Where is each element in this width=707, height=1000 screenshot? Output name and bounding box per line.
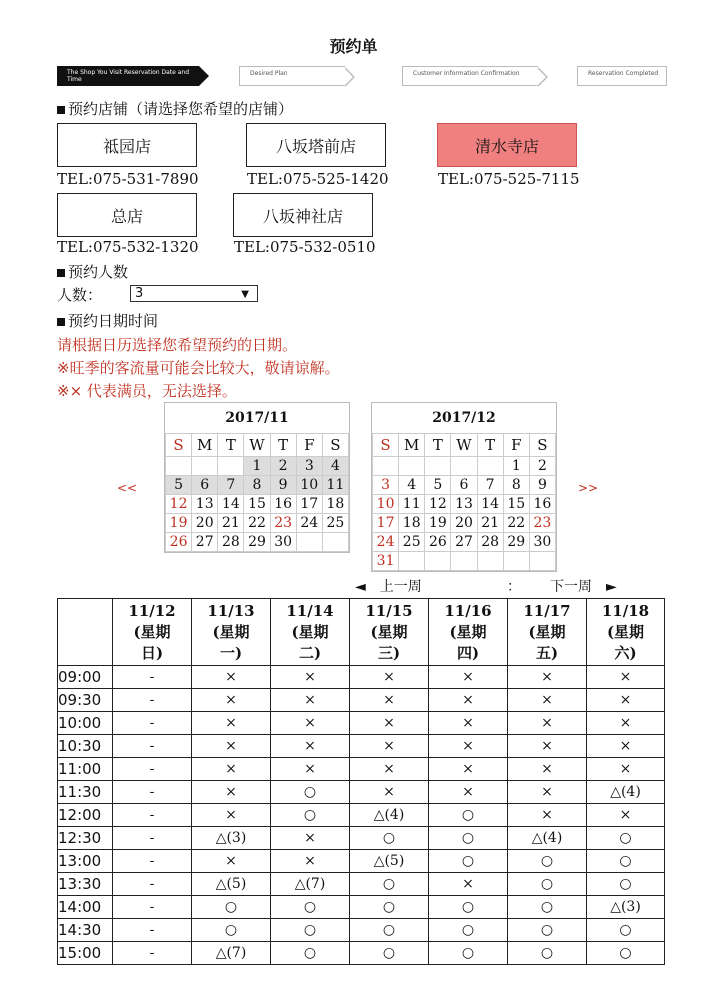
time-slot-label: 09:00: [58, 666, 113, 689]
day-week-name: 日): [140, 643, 164, 662]
slot-full: ×: [429, 781, 508, 804]
calendar-day[interactable]: 31: [373, 552, 399, 571]
slot-unavailable: -: [113, 873, 192, 896]
day-header: [587, 599, 665, 666]
notice-line: ※× 代表满员，无法选择。: [57, 382, 237, 400]
calendar-day[interactable]: 13: [451, 495, 477, 514]
step-visit-date: [57, 66, 199, 86]
slot-available[interactable]: ○: [587, 827, 665, 850]
schedule-row: [58, 758, 665, 781]
slot-full: ×: [192, 781, 271, 804]
calendar-day-empty: [322, 533, 348, 552]
shop-button-yasaka-tower[interactable]: 八坂塔前店: [246, 123, 386, 167]
calendar-day[interactable]: 5: [425, 476, 451, 495]
day-week-name: 一): [219, 643, 243, 662]
shop-tel-yasaka-tower: TEL:075-525-1420: [247, 170, 389, 188]
slot-full: ×: [508, 666, 587, 689]
calendar-day[interactable]: 15: [244, 495, 270, 514]
calendar-day[interactable]: 12: [166, 495, 192, 514]
slot-full: ×: [350, 712, 429, 735]
calendar-day-empty: [218, 457, 244, 476]
calendar-day[interactable]: 28: [218, 533, 244, 552]
calendar-day-empty: [451, 457, 477, 476]
day-week-prefix: (星期: [528, 622, 566, 641]
step-customer-info: [402, 66, 538, 86]
slot-available[interactable]: ○: [192, 896, 271, 919]
calendar-next-button[interactable]: >>: [578, 481, 599, 495]
slot-full: ×: [587, 666, 665, 689]
step-label: Desired Plan: [250, 70, 288, 77]
day-week-name: 四): [456, 643, 480, 662]
slot-limited[interactable]: △(5): [192, 873, 271, 896]
schedule-row: [58, 712, 665, 735]
day-header: [113, 599, 192, 666]
calendar-prev-button[interactable]: <<: [117, 481, 138, 495]
shop-tel-main: TEL:075-532-1320: [57, 238, 199, 256]
slot-limited[interactable]: △(3): [587, 896, 665, 919]
step-arrow-icon: [538, 67, 548, 87]
schedule-row: [58, 804, 665, 827]
weekday-header: T: [218, 434, 244, 457]
calendar-day-empty: [296, 533, 322, 552]
slot-unavailable: -: [113, 919, 192, 942]
calendar-day-past: 5: [166, 476, 192, 495]
slot-available[interactable]: ○: [429, 827, 508, 850]
slot-limited[interactable]: △(3): [192, 827, 271, 850]
people-heading: 预约人数: [57, 261, 128, 282]
weekday-header: F: [503, 434, 529, 457]
time-slot-label: 09:30: [58, 689, 113, 712]
slot-full: ×: [350, 758, 429, 781]
slot-full: ×: [192, 758, 271, 781]
day-week-prefix: (星期: [133, 622, 171, 641]
progress-steps: [57, 66, 667, 86]
slot-full: ×: [587, 712, 665, 735]
day-date: 11/12: [128, 601, 176, 620]
calendar-day-past: 11: [322, 476, 348, 495]
slot-full: ×: [587, 735, 665, 758]
calendar-day[interactable]: 18: [322, 495, 348, 514]
day-date: 11/13: [207, 601, 255, 620]
slot-full: ×: [271, 666, 350, 689]
calendar-day-empty: [425, 552, 451, 571]
time-slot-label: 10:30: [58, 735, 113, 758]
slot-full: ×: [429, 666, 508, 689]
calendar-day[interactable]: 12: [425, 495, 451, 514]
slot-available[interactable]: ○: [350, 827, 429, 850]
weekday-header: S: [529, 434, 555, 457]
people-label: 人数：: [57, 286, 103, 304]
calendar-day-past: 8: [244, 476, 270, 495]
slot-limited[interactable]: △(4): [350, 804, 429, 827]
calendar-day[interactable]: 9: [529, 476, 555, 495]
calendar-day-past: 9: [270, 476, 296, 495]
slot-limited[interactable]: △(5): [350, 850, 429, 873]
day-week-name: 六): [614, 643, 637, 662]
shop-tel-gion: TEL:075-531-7890: [57, 170, 199, 188]
weekday-header: F: [296, 434, 322, 457]
weekday-header: M: [192, 434, 218, 457]
slot-available[interactable]: ○: [350, 942, 429, 965]
day-header: [508, 599, 587, 666]
calendar-month-dec: [371, 402, 557, 572]
slot-unavailable: -: [113, 942, 192, 965]
slot-unavailable: -: [113, 689, 192, 712]
weekday-header: M: [399, 434, 425, 457]
schedule-row: [58, 827, 665, 850]
step-label: Customer Information Confirmation: [413, 70, 520, 77]
step-label: The Shop You Visit Reservation Date and Time: [67, 69, 190, 83]
calendar-day[interactable]: 14: [477, 495, 503, 514]
calendar-day[interactable]: 22: [244, 514, 270, 533]
calendar-caption: 2017/11: [225, 410, 289, 426]
schedule-row: [58, 666, 665, 689]
time-slot-label: 15:00: [58, 942, 113, 965]
slot-available[interactable]: ○: [350, 896, 429, 919]
notice-line: ※旺季的客流量可能会比较大，敬请谅解。: [57, 359, 340, 377]
slot-available[interactable]: ○: [429, 850, 508, 873]
slot-limited[interactable]: △(7): [271, 873, 350, 896]
calendar-caption: 2017/12: [432, 410, 496, 426]
slot-full: ×: [271, 712, 350, 735]
slot-available[interactable]: ○: [271, 942, 350, 965]
slot-full: ×: [271, 850, 350, 873]
slot-full: ×: [429, 873, 508, 896]
slot-full: ×: [587, 758, 665, 781]
calendar-day[interactable]: 28: [477, 533, 503, 552]
slot-available[interactable]: ○: [429, 919, 508, 942]
slot-full: ×: [192, 735, 271, 758]
calendar-day[interactable]: 2: [529, 457, 555, 476]
slot-available[interactable]: ○: [508, 919, 587, 942]
day-week-prefix: (星期: [212, 622, 250, 641]
slot-available[interactable]: ○: [508, 942, 587, 965]
calendar-day[interactable]: 22: [503, 514, 529, 533]
calendar-day[interactable]: 19: [425, 514, 451, 533]
slot-full: ×: [271, 758, 350, 781]
day-week-prefix: (星期: [370, 622, 408, 641]
calendar-day[interactable]: 23: [270, 514, 296, 533]
schedule-row: [58, 896, 665, 919]
slot-available[interactable]: ○: [587, 850, 665, 873]
day-date: 11/16: [444, 601, 492, 620]
step-arrow-icon: [199, 66, 209, 86]
schedule-row: [58, 735, 665, 758]
time-slot-label: 13:00: [58, 850, 113, 873]
time-slot-label: 13:30: [58, 873, 113, 896]
slot-available[interactable]: ○: [271, 919, 350, 942]
calendar-day-empty: [503, 552, 529, 571]
weekday-header: S: [166, 434, 192, 457]
time-slot-label: 12:00: [58, 804, 113, 827]
day-date: 11/18: [601, 601, 650, 620]
weekday-header: W: [244, 434, 270, 457]
day-week-prefix: (星期: [606, 622, 645, 641]
calendar-day-empty: [192, 457, 218, 476]
calendar-day-empty: [451, 552, 477, 571]
step-arrow-icon: [345, 67, 355, 87]
slot-unavailable: -: [113, 804, 192, 827]
slot-limited[interactable]: △(4): [587, 781, 665, 804]
slot-unavailable: -: [113, 735, 192, 758]
time-slot-label: 14:00: [58, 896, 113, 919]
slot-available[interactable]: ○: [508, 873, 587, 896]
schedule-row: [58, 919, 665, 942]
calendar-grid: [372, 433, 556, 571]
calendar-day[interactable]: 27: [192, 533, 218, 552]
calendar-day-empty: [399, 457, 425, 476]
time-slot-label: 11:30: [58, 781, 113, 804]
calendar-day-empty: [477, 457, 503, 476]
week-nav-separator: ：: [507, 579, 521, 595]
slot-full: ×: [508, 689, 587, 712]
weekday-header: W: [451, 434, 477, 457]
slot-unavailable: -: [113, 781, 192, 804]
day-week-name: 五): [535, 643, 559, 662]
calendar-day[interactable]: 20: [451, 514, 477, 533]
calendar-day[interactable]: 17: [373, 514, 399, 533]
calendar-day-empty: [166, 457, 192, 476]
slot-available[interactable]: ○: [587, 919, 665, 942]
notice-line: 请根据日历选择您希望预约的日期。: [57, 336, 298, 354]
dropdown-caret-icon: ▼: [241, 289, 249, 300]
shop-button-main[interactable]: 总店: [57, 193, 197, 237]
day-header: [271, 599, 350, 666]
calendar-day[interactable]: 3: [373, 476, 399, 495]
time-slot-label: 10:00: [58, 712, 113, 735]
slot-full: ×: [192, 712, 271, 735]
day-date: 11/14: [286, 601, 334, 620]
slot-unavailable: -: [113, 758, 192, 781]
slot-full: ×: [587, 689, 665, 712]
page-title: 预约单: [329, 37, 378, 56]
calendar-day[interactable]: 26: [166, 533, 192, 552]
day-week-name: 二): [298, 643, 322, 662]
schedule-corner: [58, 599, 113, 666]
calendar-grid: [165, 433, 349, 552]
time-slot-label: 12:30: [58, 827, 113, 850]
slot-unavailable: -: [113, 666, 192, 689]
slot-unavailable: -: [113, 850, 192, 873]
calendar-day[interactable]: 24: [373, 533, 399, 552]
slot-full: ×: [192, 689, 271, 712]
slot-available[interactable]: ○: [271, 781, 350, 804]
slot-available[interactable]: ○: [350, 919, 429, 942]
slot-full: ×: [192, 804, 271, 827]
calendar-day[interactable]: 21: [477, 514, 503, 533]
slot-full: ×: [271, 827, 350, 850]
weekday-header: S: [322, 434, 348, 457]
shop-heading: 预约店铺（请选择您希望的店铺）: [57, 98, 293, 119]
calendar-day[interactable]: 29: [503, 533, 529, 552]
calendar-day[interactable]: 14: [218, 495, 244, 514]
calendar-day[interactable]: 25: [399, 533, 425, 552]
shop-button-kiyomizu[interactable]: 清水寺店: [437, 123, 577, 167]
schedule-table: [57, 598, 665, 965]
slot-full: ×: [429, 758, 508, 781]
calendar-day[interactable]: 6: [451, 476, 477, 495]
calendar-day[interactable]: 10: [373, 495, 399, 514]
schedule-row: [58, 781, 665, 804]
step-label: Reservation Completed: [588, 70, 659, 77]
calendar-day-past: 3: [296, 457, 322, 476]
slot-unavailable: -: [113, 827, 192, 850]
slot-full: ×: [192, 850, 271, 873]
slot-available[interactable]: ○: [587, 942, 665, 965]
calendar-day-empty: [373, 457, 399, 476]
weekday-header: S: [373, 434, 399, 457]
calendar-day[interactable]: 30: [529, 533, 555, 552]
slot-available[interactable]: ○: [429, 896, 508, 919]
weekday-header: T: [425, 434, 451, 457]
calendar-day[interactable]: 18: [399, 514, 425, 533]
slot-full: ×: [508, 781, 587, 804]
calendar-day[interactable]: 4: [399, 476, 425, 495]
calendar-day[interactable]: 16: [270, 495, 296, 514]
slot-full: ×: [429, 689, 508, 712]
calendar-day[interactable]: 16: [529, 495, 555, 514]
slot-full: ×: [508, 758, 587, 781]
calendar-day-past: 7: [218, 476, 244, 495]
day-header: [192, 599, 271, 666]
calendar-day[interactable]: 15: [503, 495, 529, 514]
day-week-name: 三): [377, 643, 401, 662]
calendar-day[interactable]: 13: [192, 495, 218, 514]
day-week-prefix: (星期: [291, 622, 329, 641]
calendar-day-empty: [529, 552, 555, 571]
slot-full: ×: [429, 735, 508, 758]
shop-button-gion[interactable]: 祗园店: [57, 123, 197, 167]
calendar-day[interactable]: 25: [322, 514, 348, 533]
datetime-heading: 预约日期时间: [57, 310, 158, 331]
calendar-day[interactable]: 7: [477, 476, 503, 495]
slot-full: ×: [192, 666, 271, 689]
calendar-day-past: 1: [244, 457, 270, 476]
shop-tel-kiyomizu: TEL:075-525-7115: [438, 170, 580, 188]
calendar-day[interactable]: 24: [296, 514, 322, 533]
shop-button-yasaka-shrine[interactable]: 八坂神社店: [233, 193, 373, 237]
calendar-day[interactable]: 11: [399, 495, 425, 514]
time-slot-label: 11:00: [58, 758, 113, 781]
schedule-row: [58, 873, 665, 896]
calendar-day[interactable]: 29: [244, 533, 270, 552]
calendar-day-past: 4: [322, 457, 348, 476]
schedule-row: [58, 689, 665, 712]
weekday-header: T: [477, 434, 503, 457]
calendar-day-past: 10: [296, 476, 322, 495]
people-select[interactable]: [130, 285, 258, 302]
slot-available[interactable]: ○: [192, 919, 271, 942]
people-select-value: 3: [135, 286, 144, 301]
calendar-day-past: 2: [270, 457, 296, 476]
slot-full: ×: [508, 804, 587, 827]
slot-full: ×: [508, 735, 587, 758]
slot-available[interactable]: ○: [429, 942, 508, 965]
calendar-day-empty: [425, 457, 451, 476]
slot-full: ×: [587, 804, 665, 827]
slot-full: ×: [508, 712, 587, 735]
step-completed: [577, 66, 667, 86]
slot-available[interactable]: ○: [271, 896, 350, 919]
slot-full: ×: [350, 689, 429, 712]
slot-limited[interactable]: △(4): [508, 827, 587, 850]
day-header: [350, 599, 429, 666]
slot-unavailable: -: [113, 896, 192, 919]
slot-available[interactable]: ○: [508, 896, 587, 919]
slot-available[interactable]: ○: [271, 804, 350, 827]
calendar-day[interactable]: 20: [192, 514, 218, 533]
slot-unavailable: -: [113, 712, 192, 735]
calendar-month-nov: [164, 402, 350, 553]
slot-full: ×: [271, 689, 350, 712]
calendar-day-past: 6: [192, 476, 218, 495]
next-week-link[interactable]: 下一周 ►: [550, 579, 617, 595]
slot-available[interactable]: ○: [350, 873, 429, 896]
calendar-day[interactable]: 1: [503, 457, 529, 476]
calendar-day[interactable]: 21: [218, 514, 244, 533]
calendar-day[interactable]: 23: [529, 514, 555, 533]
calendar-day[interactable]: 26: [425, 533, 451, 552]
slot-full: ×: [350, 666, 429, 689]
slot-full: ×: [271, 735, 350, 758]
slot-full: ×: [429, 712, 508, 735]
slot-available[interactable]: ○: [587, 873, 665, 896]
day-header: [429, 599, 508, 666]
shop-tel-yasaka-shrine: TEL:075-532-0510: [234, 238, 376, 256]
calendar-day-empty: [399, 552, 425, 571]
calendar-day[interactable]: 19: [166, 514, 192, 533]
calendar-day[interactable]: 8: [503, 476, 529, 495]
day-date: 11/17: [523, 601, 571, 620]
slot-available[interactable]: ○: [429, 804, 508, 827]
calendar-day[interactable]: 27: [451, 533, 477, 552]
prev-week-link[interactable]: ◄ 上一周: [355, 579, 422, 595]
day-date: 11/15: [365, 601, 413, 620]
weekday-header: T: [270, 434, 296, 457]
schedule-header-row: [58, 599, 665, 666]
day-week-prefix: (星期: [449, 622, 487, 641]
calendar-day[interactable]: 30: [270, 533, 296, 552]
slot-limited[interactable]: △(7): [192, 942, 271, 965]
slot-available[interactable]: ○: [508, 850, 587, 873]
slot-full: ×: [350, 735, 429, 758]
slot-full: ×: [350, 781, 429, 804]
time-slot-label: 14:30: [58, 919, 113, 942]
calendar-day-empty: [477, 552, 503, 571]
schedule-row: [58, 850, 665, 873]
schedule-row: [58, 942, 665, 965]
step-desired-plan: [239, 66, 345, 86]
calendar-day[interactable]: 17: [296, 495, 322, 514]
